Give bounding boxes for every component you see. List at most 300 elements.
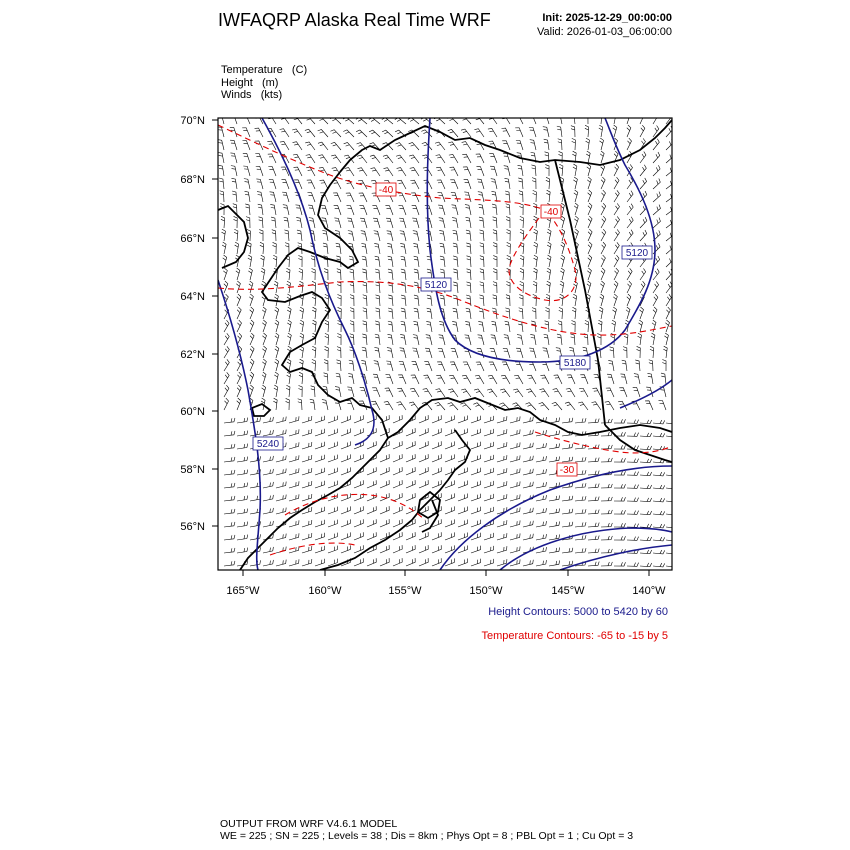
wind-barb bbox=[287, 320, 291, 332]
wind-barb bbox=[653, 485, 665, 489]
wind-barb bbox=[437, 362, 445, 371]
wind-barb bbox=[601, 445, 612, 449]
wind-barb bbox=[601, 216, 606, 228]
wind-barb bbox=[250, 372, 254, 384]
wind-barb bbox=[497, 416, 507, 423]
wind-barb bbox=[529, 127, 536, 137]
wind-barb bbox=[237, 372, 241, 384]
wind-barb bbox=[523, 521, 533, 527]
wind-barb bbox=[484, 546, 494, 553]
wind-barb bbox=[614, 164, 619, 176]
wind-barb bbox=[406, 558, 415, 566]
wind-barb bbox=[272, 242, 276, 254]
wind-barb bbox=[451, 348, 458, 358]
wind-barb bbox=[507, 242, 511, 254]
wind-barb bbox=[562, 444, 573, 449]
wind-barb bbox=[263, 547, 273, 553]
wind-barb bbox=[354, 415, 363, 423]
wind-barb bbox=[406, 428, 415, 436]
wind-barb bbox=[367, 558, 376, 566]
wind-barb bbox=[572, 307, 576, 319]
wind-barb bbox=[363, 321, 367, 332]
wind-barb bbox=[599, 138, 603, 150]
wind-barb bbox=[315, 455, 325, 462]
wind-barb bbox=[586, 138, 590, 150]
wind-barb bbox=[465, 335, 471, 345]
wind-barb bbox=[412, 362, 419, 371]
wind-barb bbox=[367, 415, 376, 423]
wind-barb bbox=[514, 115, 523, 124]
wind-barb bbox=[276, 469, 286, 475]
wind-barb bbox=[601, 419, 612, 423]
wind-barb bbox=[627, 217, 633, 228]
wind-barb bbox=[263, 521, 273, 527]
wind-barb bbox=[559, 164, 563, 176]
wind-barb bbox=[503, 348, 510, 358]
wind-barb bbox=[421, 130, 432, 137]
wind-barb bbox=[302, 520, 312, 527]
wind-barb bbox=[627, 459, 639, 463]
wind-barb bbox=[384, 168, 393, 176]
wind-barb bbox=[545, 165, 549, 176]
wind-barb bbox=[565, 402, 575, 410]
wind-barb bbox=[517, 335, 523, 345]
wind-barb bbox=[237, 307, 241, 319]
wind-barb bbox=[510, 429, 520, 436]
wind-barb bbox=[478, 335, 484, 345]
wind-barb bbox=[530, 334, 536, 345]
wind-barb bbox=[588, 190, 592, 202]
wind-barb bbox=[536, 521, 546, 527]
wind-barb bbox=[432, 545, 441, 553]
wind-barb bbox=[504, 178, 510, 189]
wind-barb bbox=[367, 480, 376, 488]
wind-barb bbox=[322, 400, 328, 410]
wind-barb bbox=[218, 153, 224, 163]
wind-barb bbox=[497, 481, 507, 488]
wind-barb bbox=[367, 519, 376, 527]
wind-barb bbox=[627, 268, 632, 280]
wind-barb bbox=[373, 374, 380, 384]
wind-barb bbox=[315, 481, 325, 488]
wind-barb bbox=[520, 255, 524, 267]
wind-barb bbox=[502, 141, 510, 150]
wind-barb bbox=[491, 179, 497, 189]
wind-barb bbox=[250, 495, 261, 501]
wind-barb bbox=[419, 428, 428, 436]
wind-barb bbox=[474, 129, 484, 137]
wind-barb bbox=[547, 268, 551, 280]
wind-barb bbox=[350, 282, 354, 293]
wind-barb bbox=[406, 480, 415, 488]
footer-line-2: WE = 225 ; SN = 225 ; Levels = 38 ; Dis = 8km ; Phys Opt = 8 ; PBL Opt = 1 ; Cu Opt = 3 bbox=[220, 830, 634, 842]
wind-barb bbox=[388, 295, 393, 306]
wind-barb bbox=[440, 243, 445, 254]
wind-barb bbox=[640, 125, 645, 137]
lon-tick-140: 140°W bbox=[632, 585, 666, 597]
wind-barb bbox=[388, 308, 393, 319]
wind-barb bbox=[263, 456, 273, 462]
wind-barb bbox=[458, 520, 467, 527]
wind-barb bbox=[614, 229, 619, 241]
wind-barb bbox=[224, 418, 235, 423]
wind-barb bbox=[274, 372, 278, 384]
wind-barb bbox=[302, 481, 312, 488]
wind-barb bbox=[480, 282, 484, 293]
wind-barbs bbox=[217, 112, 677, 567]
wind-barb bbox=[347, 387, 354, 397]
wind-barb bbox=[432, 532, 441, 540]
wind-barb bbox=[614, 203, 619, 215]
wind-barb bbox=[477, 179, 484, 189]
height-contour-5120-west bbox=[262, 118, 374, 445]
wind-barb bbox=[510, 481, 520, 488]
wind-barb bbox=[626, 307, 630, 319]
wind-barb bbox=[237, 509, 248, 514]
wind-barb bbox=[588, 536, 599, 540]
wind-barb bbox=[448, 389, 458, 397]
wind-barb bbox=[450, 362, 458, 371]
wind-barb bbox=[282, 192, 289, 202]
wind-barb bbox=[289, 494, 299, 501]
wind-barb bbox=[300, 333, 304, 345]
wind-barb bbox=[350, 295, 354, 306]
wind-barb bbox=[544, 334, 549, 345]
wind-barb bbox=[661, 373, 666, 384]
wind-barb bbox=[588, 458, 599, 462]
wind-barb bbox=[224, 470, 235, 475]
wind-barb bbox=[614, 523, 625, 527]
wind-barb bbox=[380, 454, 389, 462]
wind-barb bbox=[601, 536, 612, 540]
wind-barb bbox=[315, 429, 325, 436]
wind-barb bbox=[640, 550, 652, 554]
wind-barb bbox=[601, 268, 605, 280]
wind-barb bbox=[505, 321, 510, 332]
lat-tick-66: 66°N bbox=[180, 233, 205, 245]
wind-barb bbox=[249, 294, 253, 306]
wind-barb bbox=[300, 307, 304, 319]
wind-barb bbox=[536, 534, 546, 540]
wind-barb bbox=[300, 320, 304, 332]
wind-barb bbox=[396, 143, 406, 150]
wind-barb bbox=[640, 472, 652, 476]
wind-barb bbox=[546, 281, 550, 293]
height-label-1: 5120 bbox=[424, 280, 448, 291]
wind-barb bbox=[274, 281, 278, 293]
wind-barb bbox=[401, 308, 406, 319]
wind-barb bbox=[346, 193, 354, 202]
wind-barb bbox=[510, 494, 520, 501]
wind-barb bbox=[249, 281, 253, 293]
wind-barb bbox=[527, 375, 536, 384]
wind-barb bbox=[262, 307, 266, 319]
wind-barb bbox=[614, 497, 625, 501]
wind-barb bbox=[622, 360, 627, 371]
wind-barb bbox=[237, 483, 248, 488]
wind-barb bbox=[224, 372, 229, 384]
wind-barb bbox=[245, 204, 250, 215]
wind-barb bbox=[224, 281, 228, 293]
wind-barb bbox=[419, 545, 428, 553]
wind-barb bbox=[653, 218, 660, 228]
wind-barb bbox=[341, 519, 350, 527]
wind-barb bbox=[236, 281, 240, 293]
wind-barb bbox=[363, 295, 367, 306]
wind-barb bbox=[400, 231, 406, 241]
wind-barb bbox=[598, 320, 602, 332]
wind-barb bbox=[445, 454, 454, 462]
wind-barb bbox=[398, 206, 406, 215]
wind-barb bbox=[262, 385, 266, 397]
wind-barb bbox=[523, 508, 533, 514]
wind-barb bbox=[250, 417, 261, 423]
wind-barb bbox=[531, 321, 536, 332]
wind-barb bbox=[237, 294, 241, 306]
wind-barb bbox=[536, 508, 546, 514]
wind-barb bbox=[359, 206, 367, 215]
wind-barb bbox=[575, 457, 586, 462]
wind-barb bbox=[549, 560, 560, 566]
wind-barb bbox=[489, 154, 497, 163]
wind-barb bbox=[575, 509, 586, 514]
wind-barb bbox=[471, 520, 481, 527]
lon-axis bbox=[226, 570, 666, 597]
wind-barb bbox=[466, 282, 471, 293]
wind-barb bbox=[462, 154, 471, 163]
wind-barb bbox=[546, 177, 550, 189]
wind-barb bbox=[452, 218, 458, 228]
wind-barb bbox=[497, 494, 507, 501]
wind-barb bbox=[411, 375, 419, 384]
west-coast-norton bbox=[240, 172, 388, 570]
wind-barb bbox=[666, 218, 674, 228]
wind-barb bbox=[263, 560, 273, 566]
wind-barb bbox=[585, 125, 589, 137]
wind-barb bbox=[234, 229, 238, 241]
wind-barb bbox=[471, 533, 481, 540]
wind-barb bbox=[506, 295, 510, 306]
wind-barb bbox=[427, 295, 432, 306]
wind-barb bbox=[328, 546, 337, 553]
wind-barb bbox=[250, 346, 254, 358]
wind-barb bbox=[519, 203, 523, 215]
wind-barb bbox=[627, 294, 631, 306]
wind-barb bbox=[666, 179, 674, 189]
wind-barb bbox=[492, 204, 497, 215]
wind-barb bbox=[302, 494, 312, 501]
wind-barb bbox=[471, 455, 481, 462]
wind-barb bbox=[388, 269, 393, 280]
wind-barb bbox=[337, 282, 341, 293]
height-contour-5060 bbox=[620, 380, 672, 408]
wind-barb bbox=[328, 520, 337, 527]
wind-barb bbox=[601, 432, 612, 436]
wind-barb bbox=[310, 399, 315, 410]
wind-barb bbox=[284, 230, 289, 241]
wind-barb bbox=[518, 321, 523, 332]
wind-barb bbox=[315, 520, 325, 527]
wind-barb bbox=[520, 229, 524, 241]
wind-barb bbox=[362, 269, 367, 280]
wind-barb bbox=[445, 428, 454, 436]
wind-barb bbox=[653, 420, 665, 424]
wind-barb bbox=[406, 454, 415, 462]
wind-barb bbox=[627, 537, 639, 541]
wind-barb bbox=[528, 115, 536, 124]
wind-barb bbox=[324, 360, 328, 371]
lon-tick-145: 145°W bbox=[551, 585, 585, 597]
wind-barb bbox=[458, 494, 467, 501]
wind-barb bbox=[426, 321, 432, 332]
wind-barb bbox=[224, 509, 235, 514]
wind-barb bbox=[289, 481, 299, 488]
wind-barb bbox=[432, 428, 441, 436]
wind-barb bbox=[268, 167, 276, 176]
wind-barb bbox=[448, 129, 458, 137]
wind-barb bbox=[270, 204, 276, 215]
wind-barb bbox=[573, 177, 577, 189]
wind-barb bbox=[549, 430, 560, 436]
wind-barb bbox=[260, 255, 264, 267]
wind-barb bbox=[601, 255, 605, 267]
wind-barb bbox=[419, 532, 428, 540]
wind-barb bbox=[519, 295, 523, 306]
wind-barb bbox=[289, 468, 299, 475]
wind-barb bbox=[653, 139, 659, 150]
wind-barb bbox=[231, 166, 237, 176]
wind-barb bbox=[554, 375, 562, 384]
wind-barb bbox=[354, 480, 363, 488]
wind-barb bbox=[222, 229, 226, 241]
wind-barb bbox=[346, 401, 354, 410]
wind-barb bbox=[341, 415, 350, 423]
wind-barb bbox=[588, 255, 592, 267]
wind-barb bbox=[393, 493, 402, 501]
wind-barb bbox=[263, 482, 273, 488]
wind-barb bbox=[275, 346, 279, 358]
wind-barb bbox=[627, 138, 631, 150]
wind-barb bbox=[393, 480, 402, 488]
wind-barb bbox=[426, 335, 432, 345]
wind-barb bbox=[523, 482, 533, 488]
wind-barb bbox=[518, 165, 523, 176]
wind-barb bbox=[237, 496, 248, 501]
wind-barb bbox=[375, 295, 380, 306]
wind-barb bbox=[497, 507, 507, 514]
wind-barb bbox=[666, 205, 674, 215]
wind-barb bbox=[387, 334, 393, 345]
wind-barb bbox=[361, 360, 367, 371]
wind-barb bbox=[224, 346, 229, 358]
wind-barb bbox=[406, 506, 415, 514]
wind-barb bbox=[584, 334, 588, 345]
wind-barb bbox=[480, 269, 484, 280]
wind-barb bbox=[503, 153, 510, 163]
wind-barb bbox=[341, 454, 350, 462]
wind-barb bbox=[534, 229, 538, 241]
wind-barb bbox=[572, 138, 576, 150]
wind-barb bbox=[359, 193, 367, 202]
wind-barb bbox=[506, 204, 510, 215]
wind-barb bbox=[374, 231, 380, 241]
wind-barb bbox=[255, 141, 263, 150]
wind-barb bbox=[453, 308, 458, 319]
wind-barb bbox=[393, 454, 402, 462]
lat-axis bbox=[180, 115, 218, 533]
wind-barb bbox=[233, 216, 237, 228]
wind-barb bbox=[298, 385, 302, 397]
wind-barb bbox=[585, 320, 589, 332]
wind-barb bbox=[298, 256, 302, 267]
wind-barb bbox=[383, 155, 393, 163]
wind-barb bbox=[254, 115, 263, 124]
wind-barb bbox=[330, 130, 341, 137]
wind-barb bbox=[449, 375, 458, 384]
wind-barb bbox=[286, 398, 290, 410]
wind-barb bbox=[236, 268, 240, 280]
wind-barb bbox=[432, 558, 441, 566]
wind-barb bbox=[409, 155, 419, 163]
wind-barb bbox=[302, 559, 312, 566]
wind-barb bbox=[380, 467, 389, 475]
wind-barb bbox=[308, 205, 315, 215]
wind-barb bbox=[614, 268, 619, 280]
wind-barb bbox=[280, 129, 289, 137]
wind-barb bbox=[367, 441, 376, 449]
wind-barb bbox=[544, 139, 549, 150]
wind-barb bbox=[439, 335, 445, 345]
wind-barb bbox=[575, 483, 586, 488]
wind-barb bbox=[354, 454, 363, 462]
wind-barb bbox=[341, 441, 350, 449]
wind-barb bbox=[475, 375, 484, 384]
wind-barb bbox=[653, 498, 665, 502]
wind-barb bbox=[298, 399, 302, 410]
wind-barb bbox=[556, 114, 562, 124]
wind-barb bbox=[237, 320, 241, 332]
wind-barb bbox=[558, 139, 562, 150]
wind-barb bbox=[510, 520, 520, 527]
wind-barb bbox=[448, 403, 458, 410]
wind-barb bbox=[411, 193, 419, 202]
wind-barb bbox=[267, 116, 276, 124]
wind-barb bbox=[458, 559, 467, 566]
wind-barb bbox=[545, 321, 549, 332]
wind-barb bbox=[328, 533, 337, 540]
wind-barb bbox=[601, 497, 612, 501]
wind-barb bbox=[258, 204, 263, 215]
wind-barb bbox=[419, 467, 428, 475]
wind-barb bbox=[453, 295, 458, 306]
wind-barb bbox=[255, 128, 263, 137]
wind-barb bbox=[398, 193, 406, 202]
wind-barb bbox=[276, 482, 286, 488]
wind-barb bbox=[237, 418, 248, 423]
wind-barb bbox=[510, 468, 520, 475]
wind-barb bbox=[262, 333, 266, 345]
wind-barb bbox=[273, 398, 277, 410]
wind-barb bbox=[471, 442, 481, 449]
wind-barb bbox=[270, 192, 276, 202]
wind-barb bbox=[587, 177, 591, 189]
wind-barb bbox=[262, 359, 266, 371]
wind-barb bbox=[448, 142, 458, 150]
wind-barb bbox=[336, 360, 341, 371]
wind-barb bbox=[334, 205, 341, 215]
wind-barb bbox=[558, 321, 562, 332]
wind-barb bbox=[640, 446, 652, 450]
